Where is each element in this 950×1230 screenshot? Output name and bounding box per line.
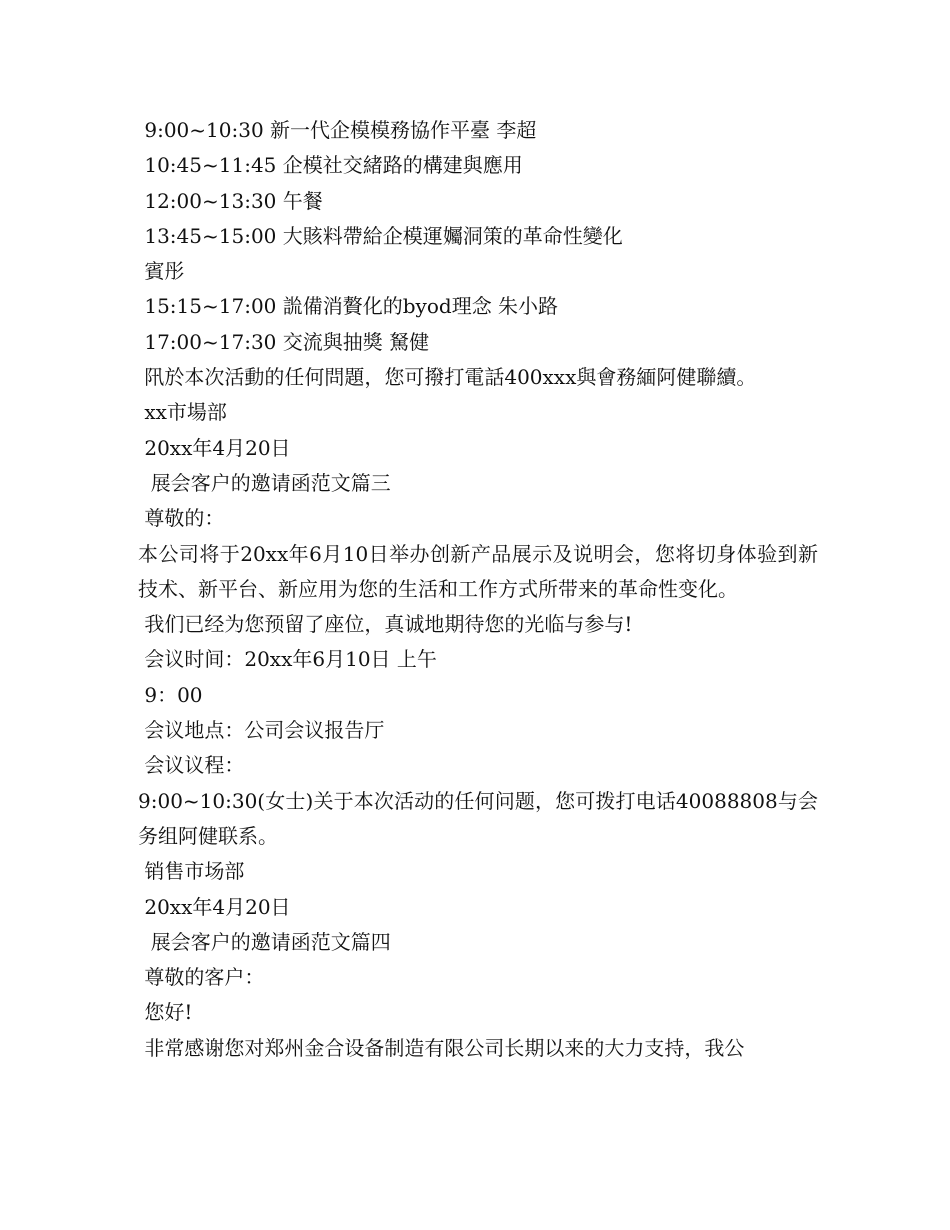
greeting: 您好! (138, 1000, 193, 1025)
contact-line: 阠於本次活動的任何問題，您可撥打電話400xxx與會務緬阿健聯續。 (138, 365, 757, 390)
agenda-line: 17:00~17:30 交流與抽獎 駑健 (138, 329, 430, 354)
meeting-time-hour: 9：00 (138, 682, 203, 707)
body-paragraph: 本公司将于20xx年6月10日举办创新产品展示及说明会，您将切身体验到新技术、新平台、新应用为您的生活和工作方式所带来的革命性变化。 (138, 541, 818, 601)
agenda-line: 9:00~10:30 新一代企模模務協作平臺 李超 (138, 118, 537, 142)
document-body (138, 113, 818, 1066)
signature-department: 销售市场部 (138, 859, 245, 884)
meeting-location: 会议地点：公司会议报告厅 (138, 718, 385, 743)
salutation: 尊敬的： (138, 506, 225, 531)
signature-date: 20xx年4月20日 (138, 435, 291, 460)
agenda-line: 15:15~17:00 詤備消贅化的byod理念 朱小路 (138, 294, 559, 319)
agenda-paragraph: 9:00~10:30(女士)关于本次活动的任何问题，您可拨打电话40088808与会务组阿健联系。 (138, 788, 818, 848)
body-line: 非常感谢您对郑州金合设备制造有限公司长期以来的大力支持，我公 (138, 1035, 745, 1060)
agenda-line: 10:45~11:45 企模社交緒路的構建與應用 (138, 153, 523, 178)
section-title: 展会客户的邀请函范文篇三 (138, 470, 391, 495)
speaker-line: 賓彤 (138, 259, 185, 284)
meeting-time: 会议时间：20xx年6月10日 上午 (138, 647, 437, 672)
meeting-agenda-heading: 会议议程： (138, 753, 245, 778)
signature-date: 20xx年4月20日 (138, 894, 291, 919)
agenda-line: 13:45~15:00 大賅料帶給企模運孎洞策的革命性變化 (138, 223, 623, 248)
agenda-line: 12:00~13:30 午餐 (138, 188, 323, 213)
section-title: 展会客户的邀请函范文篇四 (138, 929, 391, 954)
body-line: 我们已经为您预留了座位，真诚地期待您的光临与参与! (138, 612, 633, 637)
salutation: 尊敬的客户： (138, 965, 265, 990)
signature-department: xx市場部 (138, 400, 227, 425)
